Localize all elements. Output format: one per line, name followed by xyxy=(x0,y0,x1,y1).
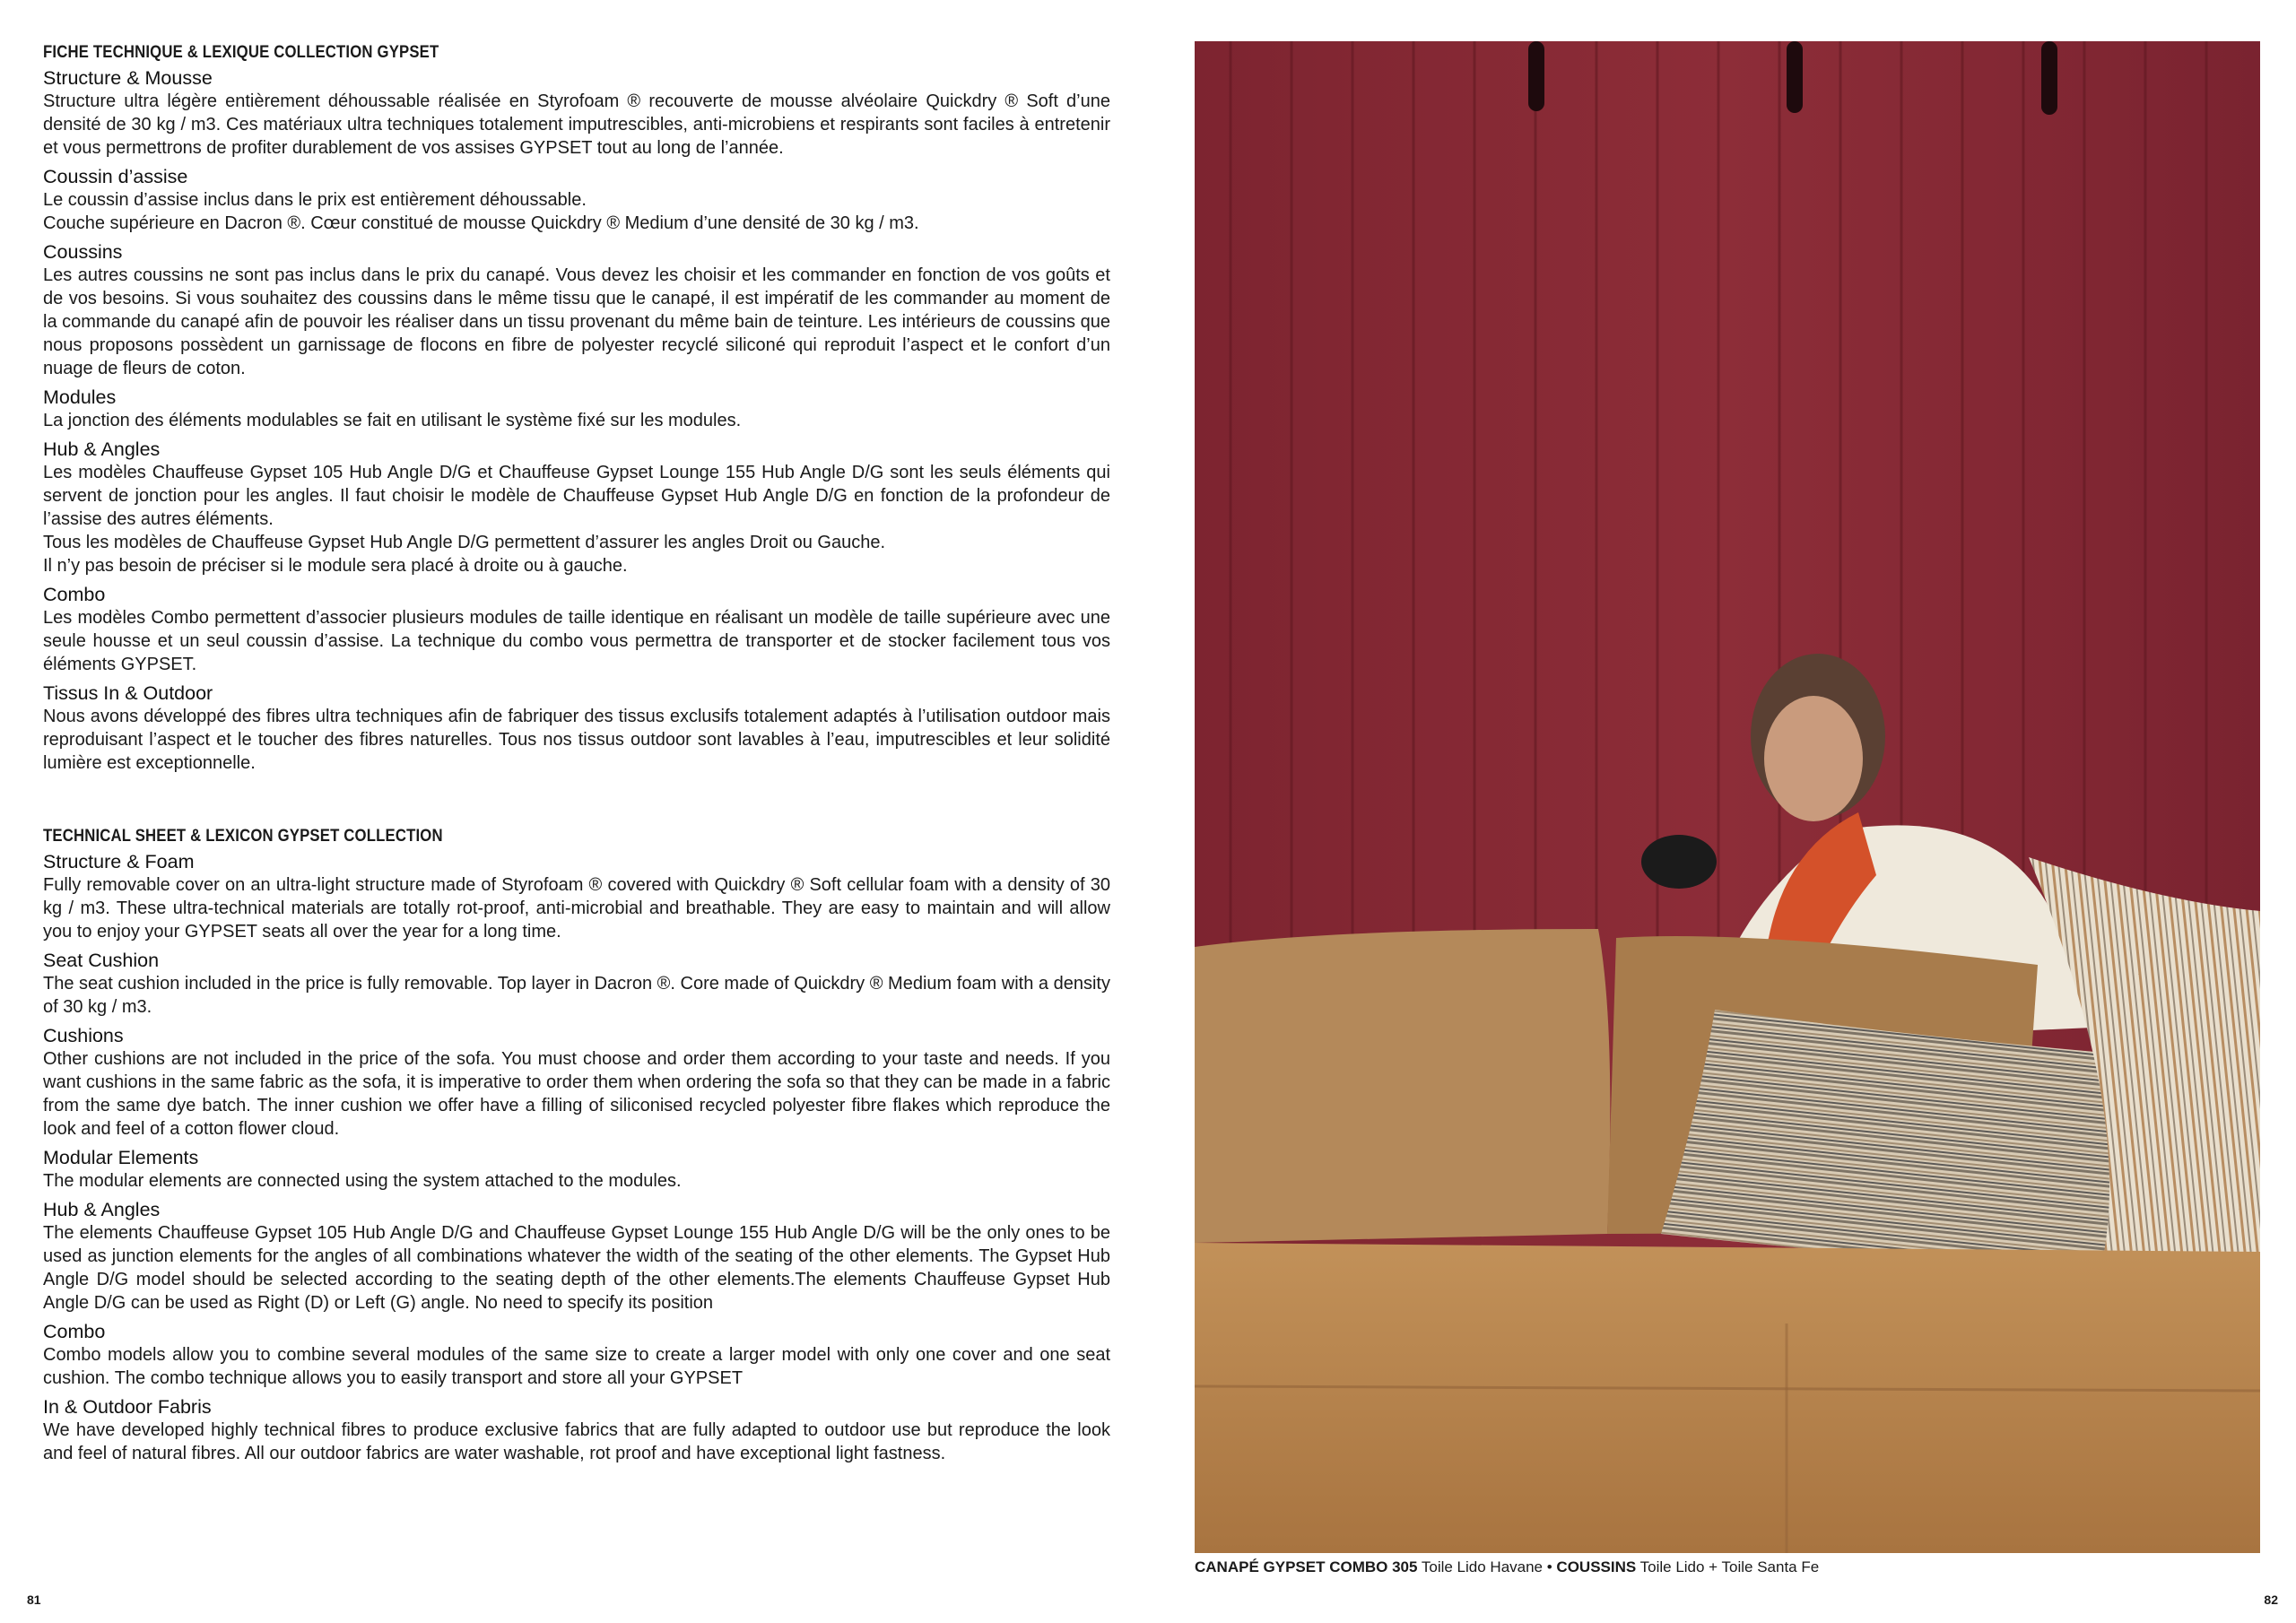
section-en xyxy=(43,949,1110,1019)
section-body: Les modèles Chauffeuse Gypset 105 Hub Angle D/G et Chauffeuse Gypset Lounge 155 Hub Angle D/G sont les seuls éléments qui servent de jonction pour les angles. Il faut choisir le modèle de Chauffeuse Gypset Hub Angle D/G en fonction de la profondeur de l’assise des autres éléments. xyxy=(43,463,1110,529)
section-title: In & Outdoor Fabris xyxy=(43,1396,212,1418)
section-title: Combo xyxy=(43,1321,106,1342)
section-title: Coussins xyxy=(43,241,123,263)
section-body: La jonction des éléments modulables se fait en utilisant le système fixé sur les modules. xyxy=(43,411,742,430)
section-en xyxy=(43,1320,1110,1390)
section-title: Hub & Angles xyxy=(43,1199,161,1220)
sofa-photo-illustration xyxy=(1195,41,2260,1553)
section-body: Fully removable cover on an ultra-light structure made of Styrofoam ® covered with Quickdry ® Soft cellular foam with a density of 30 kg / m3. These ultra-technical materials are totally rot-proof, anti-microbial and breathable. They are easy to maintain and will allow you to enjoy your GYPSET seats all over the year for a long time. xyxy=(43,875,1110,942)
section-body: We have developed highly technical fibres to produce exclusive fabrics that are fully adapted to outdoor use but reproduce the look and feel of natural fibres. All our outdoor fabrics are water washable, rot proof and have exceptional light fastness. xyxy=(43,1420,1110,1463)
photo-caption xyxy=(1195,1558,1819,1576)
section-title: Structure & Foam xyxy=(43,851,195,872)
english-text-column xyxy=(43,827,1110,1471)
section-body: Il n’y pas besoin de préciser si le module sera placé à droite ou à gauche. xyxy=(43,556,628,576)
page-number-left: 81 xyxy=(27,1593,41,1607)
section-body: Nous avons développé des fibres ultra techniques afin de fabriquer des tissus exclusifs totalement adaptés à l’utilisation outdoor mais reproduisant l’aspect et le toucher des fibres naturelles. Tous nos tissus outdoor sont lavables à l’eau, imputrescibles et leur solidité lumière est exceptionnelle. xyxy=(43,707,1110,773)
section-body: Other cushions are not included in the price of the sofa. You must choose and order them according to your taste and needs. If you want cushions in the same fabric as the sofa, it is imperative to order them when ordering the sofa so that they can be made in a fabric from the same dye batch. The inner cushion we offer have a filling of siliconised recycled polyester fibre flakes which reproduce the look and feel of a cotton flower cloud. xyxy=(43,1049,1110,1139)
section-body: Les modèles Combo permettent d’associer plusieurs modules de taille identique en réalisant un modèle de taille supérieure avec une seule housse et un seul coussin d’assise. La technique du combo vous permettra de transporter et de stocker facilement tous vos éléments GYPSET. xyxy=(43,608,1110,674)
woman-face xyxy=(1764,696,1863,821)
caption-cushions-label: COUSSINS xyxy=(1556,1558,1637,1575)
section-title: Tissus In & Outdoor xyxy=(43,682,213,704)
striped-cushion xyxy=(1661,1010,2127,1270)
section-fr xyxy=(43,438,1110,577)
section-body: The modular elements are connected using the system attached to the modules. xyxy=(43,1171,682,1191)
sofa-photo xyxy=(1195,41,2260,1553)
section-body: The seat cushion included in the price is fully removable. Top layer in Dacron ®. Core made of Quickdry ® Medium foam with a density of 30 kg / m3. xyxy=(43,974,1110,1017)
section-fr xyxy=(43,386,1110,432)
page-number-right: 82 xyxy=(2264,1593,2278,1607)
french-text-column xyxy=(43,43,1110,780)
section-en xyxy=(43,1024,1110,1141)
section-fr xyxy=(43,681,1110,775)
section-fr xyxy=(43,583,1110,676)
section-body: Les autres coussins ne sont pas inclus dans le prix du canapé. Vous devez les choisir et les commander en fonction de vos goûts et de vos besoins. Si vous souhaitez des coussins dans le même tissu que le canapé, il est impératif de les commander au moment de la commande du canapé afin de pouvoir les réaliser dans un tissu provenant du même bain de teinture. Les intérieurs de coussins que nous proposons possèdent un garnissage de flocons en fibre de polyester recyclé siliconé qui reproduit l’aspect et le confort d’un nuage de fleurs de coton. xyxy=(43,265,1110,378)
section-en xyxy=(43,1198,1110,1315)
section-en xyxy=(43,1146,1110,1193)
sofa-seat xyxy=(1195,1243,2260,1553)
section-body: Couche supérieure en Dacron ®. Cœur constitué de mousse Quickdry ® Medium d’une densité de 30 kg / m3. xyxy=(43,213,919,233)
french-heading: FICHE TECHNIQUE & LEXIQUE COLLECTION GYPSET xyxy=(43,43,439,62)
section-title: Hub & Angles xyxy=(43,438,161,460)
caption-product-fabric: Toile Lido Havane • xyxy=(1417,1558,1557,1575)
section-body: Combo models allow you to combine several modules of the same size to create a larger model with only one cover and one seat cushion. The combo technique allows you to easily transport and store all your GYPSET xyxy=(43,1345,1110,1388)
caption-cushions-fabric: Toile Lido + Toile Santa Fe xyxy=(1636,1558,1820,1575)
left-back-cushion xyxy=(1195,929,1610,1243)
section-title: Modules xyxy=(43,386,117,408)
section-title: Cushions xyxy=(43,1025,124,1046)
section-body: The elements Chauffeuse Gypset 105 Hub Angle D/G and Chauffeuse Gypset Lounge 155 Hub Angle D/G will be the only ones to be used as junction elements for the angles of all combinations whatever the width of the seating of the other elements. The Gypset Hub Angle D/G model should be selected according to the seating depth of the other elements.The elements Chauffeuse Gypset Hub Angle D/G can be used as Right (D) or Left (G) angle. No need to specify its position xyxy=(43,1223,1110,1313)
section-body: Tous les modèles de Chauffeuse Gypset Hub Angle D/G permettent d’assurer les angles Droit ou Gauche. xyxy=(43,533,886,552)
section-title: Seat Cushion xyxy=(43,950,160,971)
section-title: Structure & Mousse xyxy=(43,67,213,89)
section-body: Structure ultra légère entièrement déhoussable réalisée en Styrofoam ® recouverte de mousse alvéolaire Quickdry ® Soft d’une densité de 30 kg / m3. Ces matériaux ultra techniques totalement imputrescibles, anti-microbiens et respirants sont faciles à entretenir et vous permettrons de profiter durablement de vos assises GYPSET tout au long de l’année. xyxy=(43,91,1110,158)
section-title: Coussin d’assise xyxy=(43,166,188,187)
section-title: Modular Elements xyxy=(43,1147,199,1168)
section-en xyxy=(43,1395,1110,1465)
section-body: Le coussin d’assise inclus dans le prix est entièrement déhoussable. xyxy=(43,190,587,210)
section-fr xyxy=(43,165,1110,235)
section-fr xyxy=(43,66,1110,160)
section-title: Combo xyxy=(43,584,106,605)
section-fr xyxy=(43,240,1110,380)
mug xyxy=(1641,835,1717,889)
caption-product-name: CANAPÉ GYPSET COMBO 305 xyxy=(1195,1558,1418,1575)
english-heading: TECHNICAL SHEET & LEXICON GYPSET COLLECTION xyxy=(43,827,443,846)
section-en xyxy=(43,850,1110,943)
